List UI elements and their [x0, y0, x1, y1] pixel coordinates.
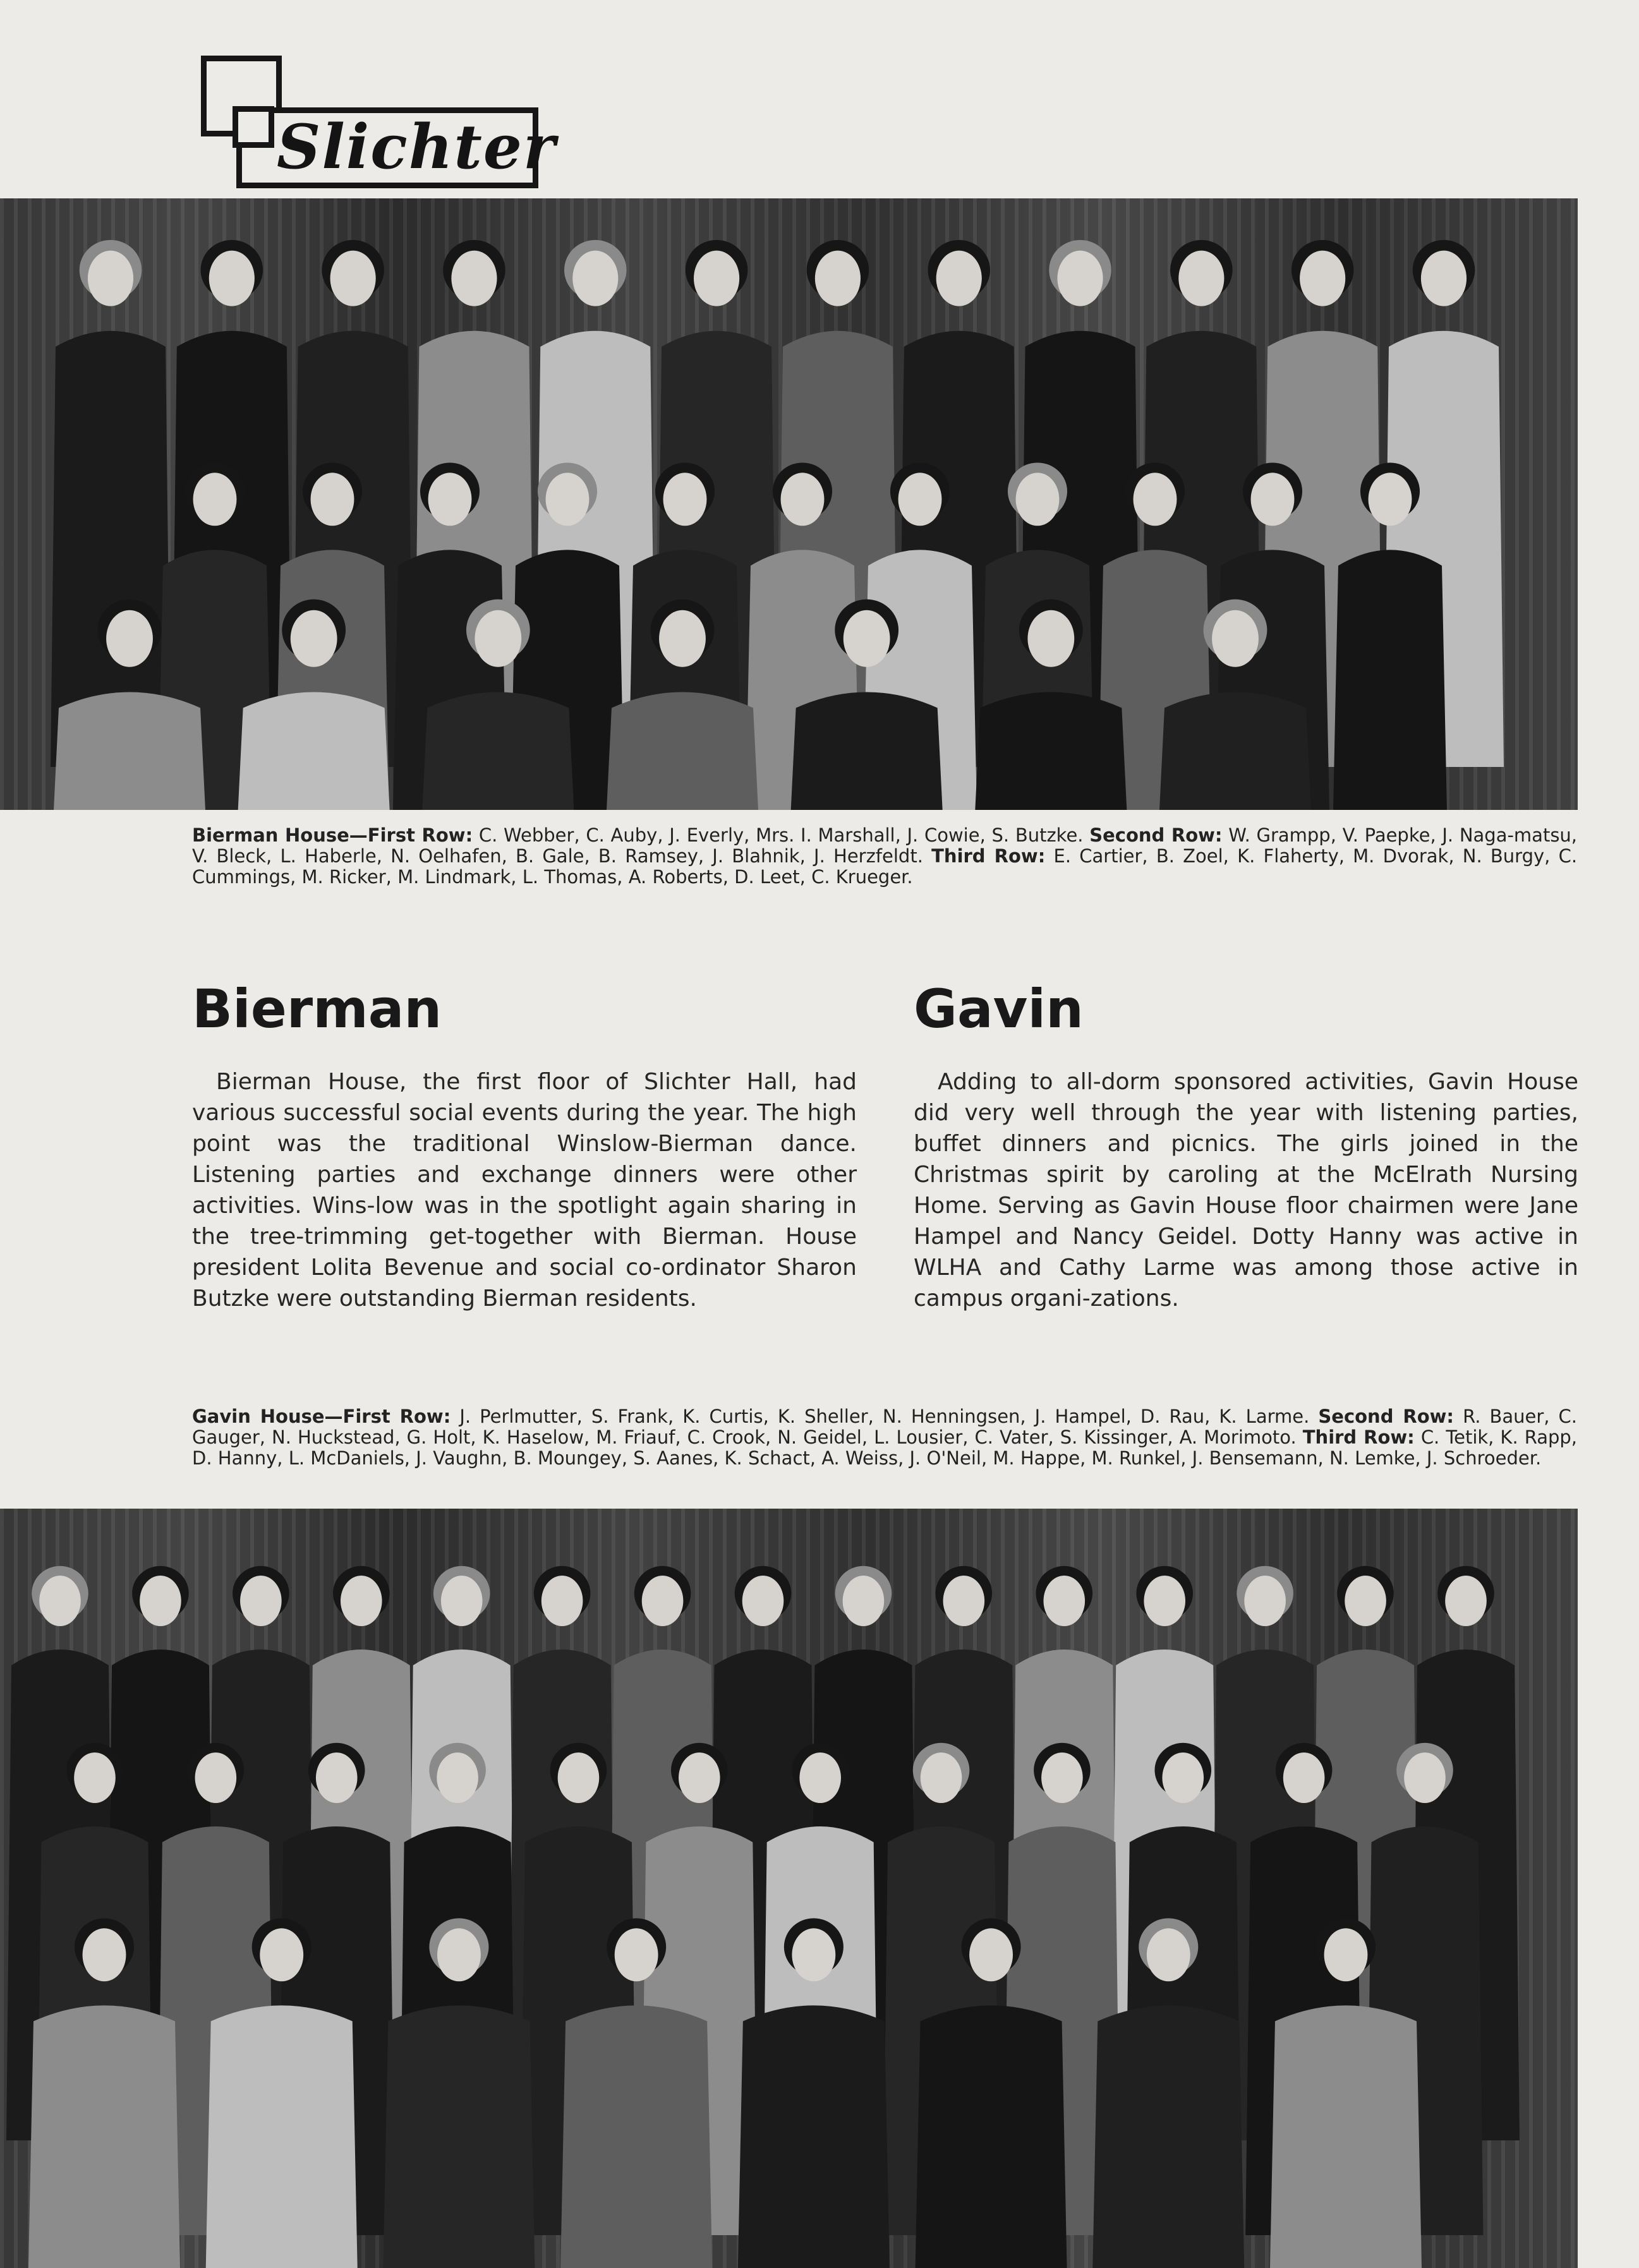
bierman-caption-second-label: Second Row: [1089, 824, 1223, 846]
gavin-caption-third-label: Third Row: [1302, 1427, 1415, 1448]
gavin-caption-second-label: Second Row: [1318, 1406, 1455, 1427]
bierman-caption-second-row: W. Grampp, V. Paepke, J. Naga-matsu, V. Bleck, L. Haberle, N. Oelhafen, B. Gale, B. Ramsey, J. Blahnik, J. Herzfeldt. [192, 824, 1578, 867]
bierman-caption-third-row: E. Cartier, B. Zoel, K. Flaherty, M. Dvorak, N. Burgy, C. Cummings, M. Ricker, M. Lindmark, L. Thomas, A. Roberts, D. Leet, C. Krueger. [192, 845, 1578, 888]
bierman-caption-lead: Bierman House—First Row: [192, 824, 473, 846]
logo-square-front [233, 106, 274, 148]
gavin-group-photo [0, 1509, 1578, 2268]
bierman-caption-first-row: C. Webber, C. Auby, J. Everly, Mrs. I. Marshall, J. Cowie, S. Butzke. [478, 824, 1084, 846]
gavin-caption-lead: Gavin House—First Row: [192, 1406, 451, 1427]
gavin-caption [192, 1406, 1577, 1469]
section-title: Slichter [277, 111, 557, 183]
bierman-body: Bierman House, the first floor of Slichter Hall, had various successful social events during the year. The high point was the traditional Winslow-Bierman dance. Listening parties and exchange dinners were other activities. Wins-low was in the spotlight again sharing in the tree-trimming get-together with Bierman. House president Lolita Bevenue and social co-ordinator Sharon Butzke were outstanding Bierman residents. [192, 1069, 857, 1312]
bierman-group-photo [0, 198, 1578, 810]
bierman-heading: Bierman [192, 978, 442, 1040]
bierman-caption-third-label: Third Row: [931, 845, 1046, 867]
person-figure [51, 240, 171, 767]
bierman-photo-figures [0, 198, 1578, 810]
gavin-caption-third-row: C. Tetik, K. Rapp, D. Hanny, L. McDaniels, J. Vaughn, B. Moungey, S. Aanes, K. Schact, A. Weiss, J. O'Neil, M. Happe, M. Runkel, J. Bensemann, N. Lemke, J. Schroeder. [192, 1427, 1578, 1469]
section-logo [201, 56, 557, 188]
gavin-body: Adding to all-dorm sponsored activities, Gavin House did very well through the year with listening parties, buffet dinners and picnics. The girls joined in the Christmas spirit by caroling at the McElrath Nursing Home. Serving as Gavin House floor chairmen were Jane Hampel and Nancy Geidel. Dotty Hanny was active in WLHA and Cathy Larme was among those active in campus organi-zations. [914, 1069, 1578, 1312]
gavin-photo-figures [0, 1509, 1578, 2268]
gavin-heading: Gavin [914, 978, 1084, 1040]
gavin-caption-second-row: R. Bauer, C. Gauger, N. Huckstead, G. Holt, K. Haselow, M. Friauf, C. Crook, N. Geidel, L. Lousier, C. Vater, S. Kissinger, A. Morimoto. [192, 1406, 1577, 1448]
bierman-caption [192, 825, 1577, 888]
gavin-caption-first-row: J. Perlmutter, S. Frank, K. Curtis, K. Sheller, N. Henningsen, J. Hampel, D. Rau, K. Larme. [459, 1406, 1310, 1427]
